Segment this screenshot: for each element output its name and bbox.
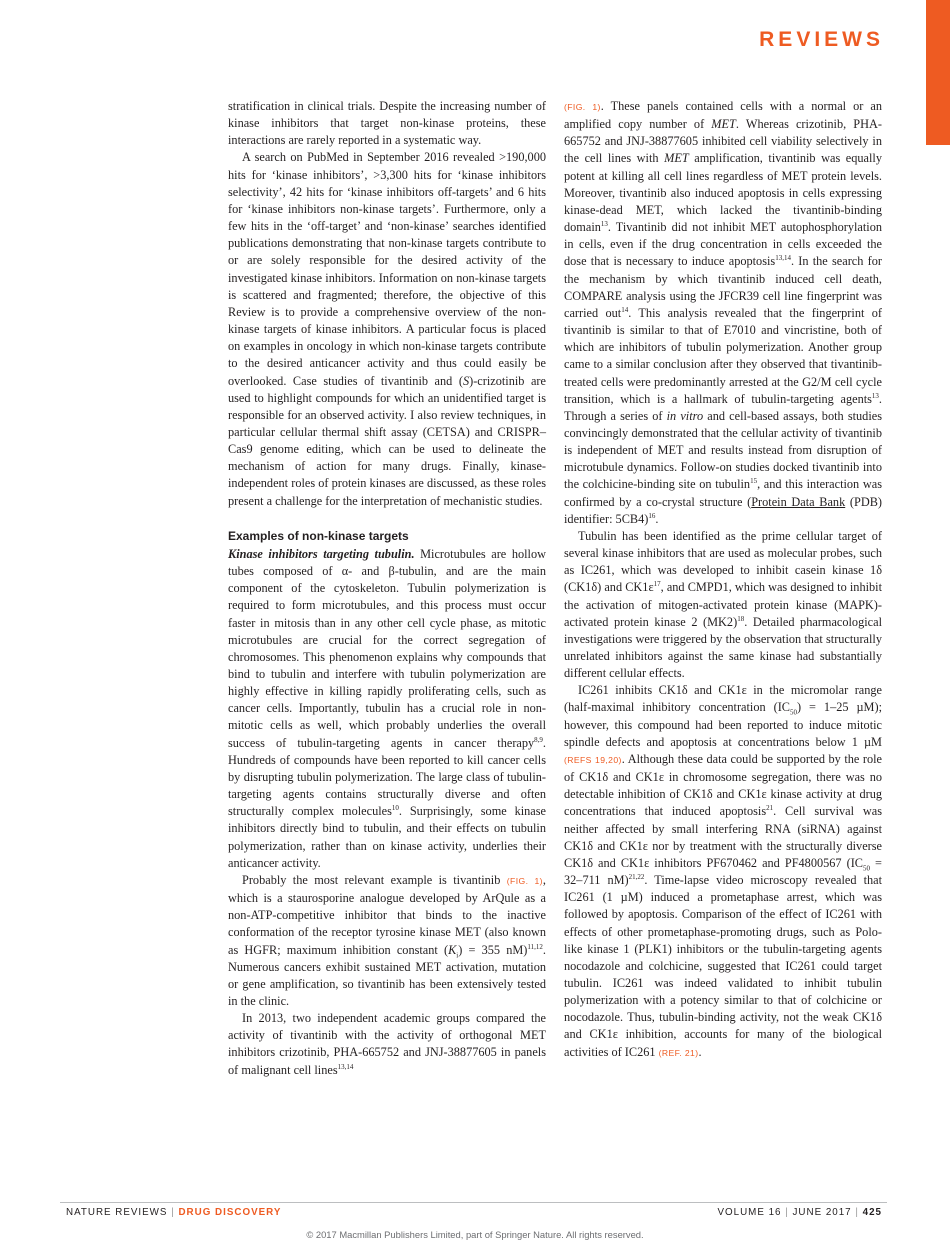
paragraph: A search on PubMed in September 2016 revealed >190,000 hits for ‘kinase inhibitors’, >3,300 hits for ‘kinase inhibitors selectivity’, 42 hits for ‘kinase inhibitors off-targets’ and 6 hits for ‘kinase inhibitors non-kinase targets’. Furthermore, only a few hits in the ‘off-target’ and ‘non-kinase’ searches identified publications demonstrating that non-kinase targets contribute to or are solely responsible for the desired activity of the investigated kinase inhibitors. Information on non-kinase targets is scattered and fragmented; therefore, the objective of this Review is to provide a comprehensive overview of the non-kinase targets of kinase inhibitors. A particular focus is placed on examples in oncology in which non-kinase targets contribute to the desired anticancer activity and thus could easily be overlooked. Case studies of tivantinib and (S)-crizotinib are used to highlight compounds for which an unidentified target is responsible for an observed activity. I also review techniques, in particular cellular thermal shift assay (CETSA) and CRISPR–Cas9 genome editing, which can be used to delineate the mechanism of action for many drugs. Finally, kinase-independent roles of protein kinases are discussed, as these roles present a challenge for the interpretation of mechanistic studies. xyxy=(228,150,546,508)
subsection-heading: Kinase inhibitors targeting tubulin. xyxy=(228,546,415,561)
citation[interactable]: 11,12 xyxy=(527,942,543,951)
journal-section: DRUG DISCOVERY xyxy=(178,1207,282,1218)
figure-reference[interactable]: (FIG. 1) xyxy=(506,875,543,886)
citation[interactable]: 17 xyxy=(653,580,661,589)
paragraph: IC261 inhibits CK1δ and CK1ε in the micromolar range (half-maximal inhibitory concentration $(IC_{50}) = 1-25$ µM); however, this compound had been reported to induce mitotic spindle defects and apoptosis at concentrations below 1 µM (REFS 19,20). Although these data could be supported by the role of CK1δ and CK1ε in chromosome segregation, there was no detectable inhibition of CK1δ and CK1ε kinase activity at drug concentrations that induced apoptosis$^{21}$. Cell survival was neither affected by small interfering RNA (siRNA) against CK1δ and CK1ε nor by treatment with the structurally diverse CK1δ and CK1ε inhibitors PF670462 and PF4800567 ($IC_{50} = 32-711$ nM)$^{21,22}$. Time-lapse video microscopy revealed that IC261 (1 µM) induced a prometaphase arrest, which was followed by apoptosis. Comparison of the effect of IC261 with effects of other prometaphase-promoting drugs, such as Polo-like kinase 1 (PLK1) inhibitors or the tubulin-targeting agents nocodazole and colchicine, suggested that IC261 could target tubulin. IC261 was indeed validated to inhibit tubulin polymerization with a potency similar to that of colchicine or nocodazole. Thus, tubulin-binding activity, not the weak CK1δ and CK1ε inhibition, accounts for many of the biological activities of IC261 (REF. 21). xyxy=(564,683,883,1059)
reference-link[interactable]: (REF. 21) xyxy=(658,1047,699,1058)
protein-data-bank-link[interactable]: Protein Data Bank xyxy=(751,494,846,509)
footer-rule xyxy=(60,1202,887,1203)
citation[interactable]: 21 xyxy=(766,804,774,813)
right-column xyxy=(564,98,882,1062)
volume: VOLUME 16 xyxy=(717,1207,782,1218)
section-header: REVIEWS xyxy=(759,28,884,51)
paragraph: In 2013, two independent academic groups compared the activity of tivantinib with the activity of orthogonal MET inhibitors crizotinib, PHA-665752 and JNJ-38877605 in panels of malignant cell lines$^{13,14}$ xyxy=(228,1011,546,1077)
citation[interactable]: 10 xyxy=(391,804,399,813)
citation[interactable]: 18 xyxy=(737,614,745,623)
footer-separator: | xyxy=(171,1207,175,1218)
citation[interactable]: 13 xyxy=(871,391,879,400)
section-heading: Examples of non-kinase targets xyxy=(228,528,409,543)
paragraph: stratification in clinical trials. Despite the increasing number of kinase inhibitors that target non-kinase proteins, these interactions are rarely reported in a systematic way. xyxy=(228,99,546,148)
paragraph: Kinase inhibitors targeting tubulin. Microtubules are hollow tubes composed of α- and β-tubulin, and are the main component of the cytoskeleton. Tubulin polymerization is required to form microtubules, and this process must occur faster in mitosis than in any other cell cycle phase, as mitotic microtubules are crucial for the correct segregation of chromosomes. This phenomenon explains why compounds that bind to tubulin and interfere with tubulin polymerization are highly effective in killing rapidly proliferating cells, such as cancer cells. Importantly, tubulin has a crucial role in non-mitotic cells as well, which probably underlies the overall success of tubulin-targeting agents in cancer therapy$^{8,9}$. Hundreds of compounds have been reported to kill cancer cells by disrupting tubulin polymerization. The large class of tubulin-targeting agents contains structurally diverse and often structurally complex molecules$^{10}$. Surprisingly, some kinase inhibitors directly bind to tubulin, and their effects on tubulin polymerization, rather than on kinase activity, underlies their anticancer activity. xyxy=(228,546,546,870)
figure-reference[interactable]: (FIG. 1) xyxy=(564,102,601,112)
citation[interactable]: 13,14 xyxy=(337,1062,354,1071)
footer-journal xyxy=(66,1207,281,1218)
paragraph: Tubulin has been identified as the prime cellular target of several kinase inhibitors that are used as molecular probes, such as IC261, which was developed to inhibit casein kinase 1δ (CK1δ) and $CK1\varepsilon^{17}$, and CMPD1, which was designed to inhibit the activation of mitogen-activated protein kinase (MAPK)-activated protein kinase 2 $(MK2)^{18}$. Detailed pharmacological investigations were triggered by the observation that structurally unrelated inhibitors against the same kinase had substantially different cellular effects. xyxy=(564,528,882,681)
paragraph: Probably the most relevant example is tivantinib (FIG. 1), which is a staurosporine analogue developed by ArQule as a non-ATP-competitive inhibitor that binds to the inactive conformation of the receptor tyrosine kinase MET (also known as HGFR; maximum inhibition constant $(K_i) = 355$ nM)$^{11,12}$. Numerous cancers exhibit sustained MET activation, mutation or gene amplification, so tivantinib has been extensively tested in the clinic. xyxy=(228,872,546,1008)
section-color-tab xyxy=(926,0,950,145)
citation[interactable]: 14 xyxy=(621,305,629,314)
citation[interactable]: 15 xyxy=(750,477,758,486)
citation[interactable]: 13,14 xyxy=(775,254,791,263)
footer-issue xyxy=(718,1207,883,1218)
paragraph: (FIG. 1). These panels contained cells with a normal or an amplified copy number of MET. Whereas crizotinib, PHA-665752 and JNJ-38877605 inhibited cell viability selectively in the cell lines with MET amplification, tivantinib was equally potent at killing all cell lines regardless of MET protein levels. Moreover, tivantinib also induced apoptosis in cells expressing kinase-dead MET, which lacked the tivantinib-binding domain$^{13}$. Tivantinib did not inhibit MET autophosphorylation in cells, even if the drug concentration in cells exceeded the dose that is necessary to induce apoptosis$^{13,14}$. In the search for the mechanism by which tivantinib induced cell death, COMPARE analysis using the JFCR39 cell line fingerprint was carried out$^{14}$. This analysis revealed that the fingerprint of tivantinib is similar to that of E7010 and vincristine, both of which are inhibitors of tubulin polymerization. Another group came to a similar conclusion after they observed that tivantinib-treated cells were predominantly arrested at the G2/M cell cycle transition, which is a hallmark of tubulin-targeting agents$^{13}$. Through a series of in vitro and cell-based assays, both studies convincingly demonstrated that the cellular activity of tivantinib is independent of MET and results instead from disruption of microtubule dynamics. Follow-on studies docked tivantinib into the colchicine-binding site on tubulin$^{15}$, and this interaction was confirmed by a co-crystal structure (Protein Data Bank (PDB) identifier: 5CB4)$^{16}$. xyxy=(564,99,882,526)
journal-name: NATURE REVIEWS xyxy=(66,1207,168,1218)
left-column xyxy=(228,98,546,1079)
citation[interactable]: 8,9 xyxy=(534,735,543,744)
citation[interactable]: 13 xyxy=(600,220,608,228)
page-number: 425 xyxy=(862,1207,882,1218)
footer-separator: | xyxy=(785,1207,789,1218)
issue-date: JUNE 2017 xyxy=(792,1207,852,1218)
citation[interactable]: 16 xyxy=(648,511,656,520)
citation[interactable]: 21,22 xyxy=(628,872,645,881)
reference-link[interactable]: (REFS 19,20) xyxy=(564,754,622,765)
copyright: © 2017 Macmillan Publishers Limited, part of Springer Nature. All rights reserved. xyxy=(306,1229,644,1240)
footer-separator: | xyxy=(855,1207,859,1218)
